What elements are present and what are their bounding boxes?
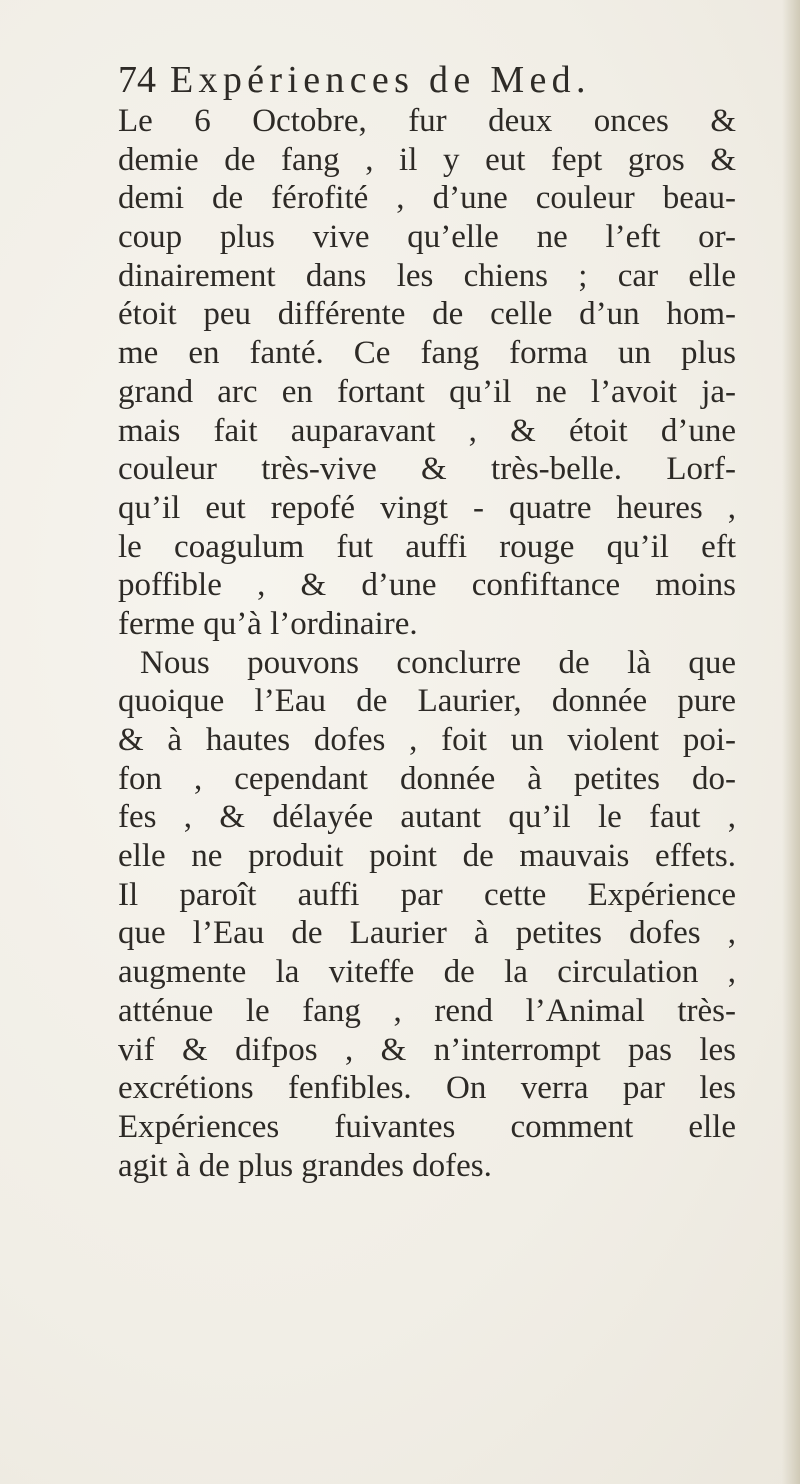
text-line: quoique l’Eau de Laurier, donnée pure: [118, 683, 736, 720]
text-line: atténue le fang , rend l’Animal très-: [118, 992, 736, 1029]
text-line: que l’Eau de Laurier à petites dofes ,: [118, 915, 736, 952]
page-edge: [782, 0, 800, 1484]
running-title: Expériences de Med.: [170, 59, 591, 101]
text-line: mais fait auparavant , & étoit d’une: [118, 412, 736, 449]
text-line: agit à de plus grandes dofes.: [118, 1147, 492, 1184]
text-line: Le 6 Octobre, fur deux onces &: [118, 103, 736, 139]
text-line: ferme qu’à l’ordinaire.: [118, 605, 418, 642]
text-line: qu’il eut repofé vingt - quatre heures ,: [118, 489, 736, 526]
text-line: poffible , & d’une confiftance moins: [118, 567, 736, 604]
text-line: Il paroît auffi par cette Expérience: [118, 876, 736, 913]
text-line: augmente la viteffe de la circulation ,: [118, 954, 736, 991]
text-line: fes , & délayée autant qu’il le faut ,: [118, 799, 736, 836]
text-line: excrétions fenfibles. On verra par les: [118, 1070, 736, 1107]
text-line: le coagulum fut auffi rouge qu’il eft: [118, 528, 736, 565]
body-text: [118, 102, 736, 1185]
text-line: demi de férofité , d’une couleur beau-: [118, 180, 736, 217]
text-line: couleur très-vive & très-belle. Lorf-: [118, 451, 736, 488]
page-number: 74: [118, 59, 156, 101]
text-line: fon , cependant donnée à petites do-: [118, 760, 736, 797]
text-line: elle ne produit point de mauvais effets.: [118, 838, 736, 875]
text-line: Expériences fuivantes comment elle: [118, 1108, 736, 1145]
paragraph-start-line: Nous pouvons conclurre de là que: [140, 644, 736, 681]
text-line: vif & difpos , & n’interrompt pas les: [118, 1031, 736, 1068]
text-line: dinairement dans les chiens ; car elle: [118, 257, 736, 294]
text-line: grand arc en fortant qu’il ne l’avoit ja-: [118, 373, 736, 410]
text-line: étoit peu différente de celle d’un hom-: [118, 296, 736, 333]
text-line: demie de fang , il y eut fept gros &: [118, 141, 736, 178]
text-line: & à hautes dofes , foit un violent poi-: [118, 722, 736, 758]
text-line: me en fanté. Ce fang forma un plus: [118, 335, 736, 372]
running-head: [118, 58, 591, 102]
text-line: coup plus vive qu’elle ne l’eft or-: [118, 219, 736, 256]
